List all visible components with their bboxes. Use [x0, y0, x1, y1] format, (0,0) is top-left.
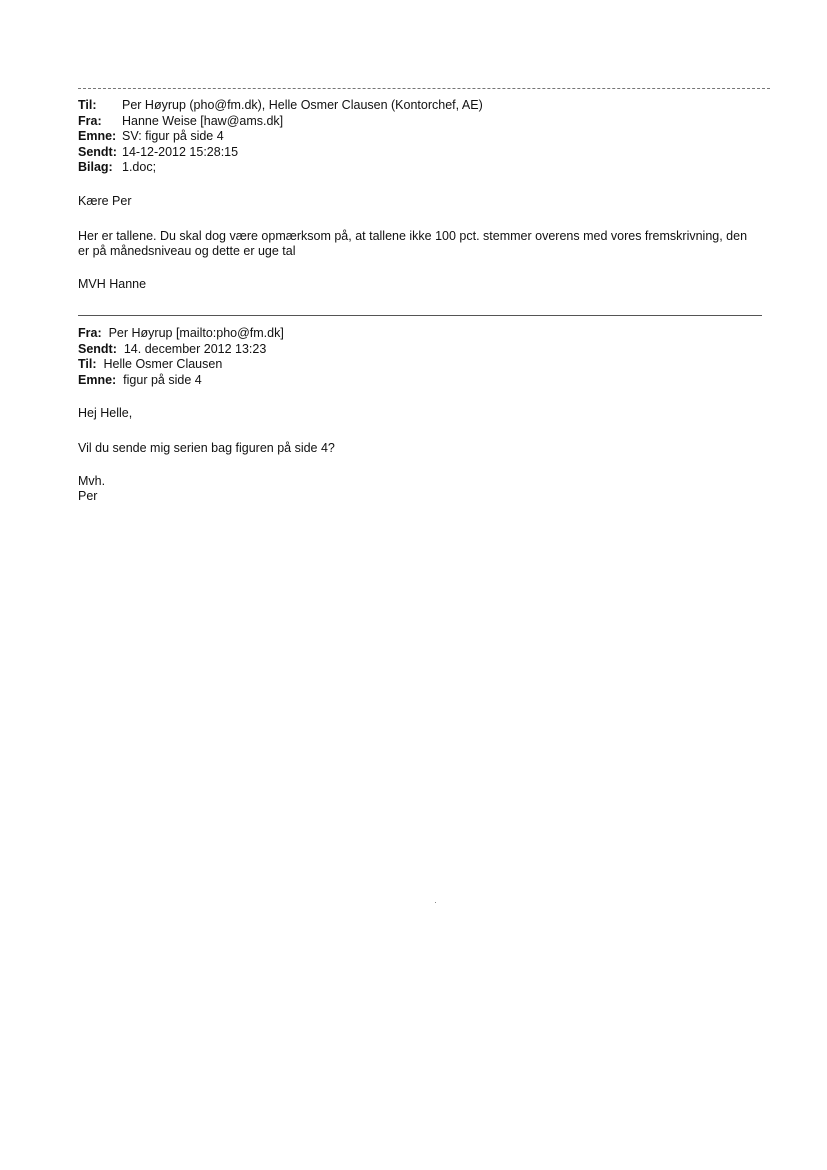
original-sent-row: [78, 342, 284, 358]
header-label: Sendt:: [78, 341, 121, 356]
header-value: Hanne Weise [haw@ams.dk]: [122, 113, 284, 128]
original-to-row: [78, 357, 284, 373]
header-from-row: [78, 114, 483, 130]
original-subject-row: [78, 373, 284, 389]
original-greeting: Hej Helle,: [78, 406, 133, 420]
attachment-name: 1.doc;: [122, 160, 157, 174]
original-header-block: [78, 326, 284, 388]
header-label: Fra:: [78, 326, 106, 340]
original-body: Vil du sende mig serien bag figuren på side 4?: [78, 441, 335, 455]
header-value: Per Høyrup [mailto:pho@fm.dk]: [108, 326, 284, 340]
header-label: Til:: [78, 98, 97, 112]
header-label: Emne:: [78, 372, 120, 387]
header-label: Til:: [78, 357, 100, 371]
reply-body-line-1: Her er tallene. Du skal dog være opmærksom på, at tallene ikke 100 pct. stemmer overens med vores fremskrivning, den: [78, 229, 748, 243]
reply-header-block: [78, 98, 483, 176]
header-divider: [78, 88, 770, 89]
header-attachment-row: [78, 160, 483, 176]
header-value: SV: figur på side 4: [122, 129, 224, 143]
header-value: 14-12-2012 15:28:15: [122, 144, 239, 159]
header-value: figur på side 4: [123, 372, 202, 387]
header-label: Sendt:: [78, 144, 117, 159]
quote-divider: [78, 315, 762, 316]
header-value: 14. december 2012 13:23: [123, 341, 267, 356]
header-value: Per Høyrup (pho@fm.dk), Helle Osmer Clausen (Kontorchef, AE): [122, 98, 483, 112]
reply-signoff: MVH Hanne: [78, 277, 147, 291]
scan-speck: [435, 902, 436, 903]
header-to-row: [78, 98, 483, 114]
header-value: Helle Osmer Clausen: [103, 357, 223, 371]
reply-body-line-2: er på månedsniveau og dette er uge tal: [78, 244, 296, 258]
header-subject-row: [78, 129, 483, 145]
original-signoff-line-2: Per: [78, 489, 98, 503]
original-signoff-line-1: Mvh.: [78, 474, 106, 488]
header-label: Emne:: [78, 129, 117, 143]
header-sent-row: [78, 145, 483, 161]
header-label: Bilag:: [78, 160, 113, 174]
original-from-row: [78, 326, 284, 342]
reply-greeting: Kære Per: [78, 194, 132, 208]
header-label: Fra:: [78, 113, 102, 128]
